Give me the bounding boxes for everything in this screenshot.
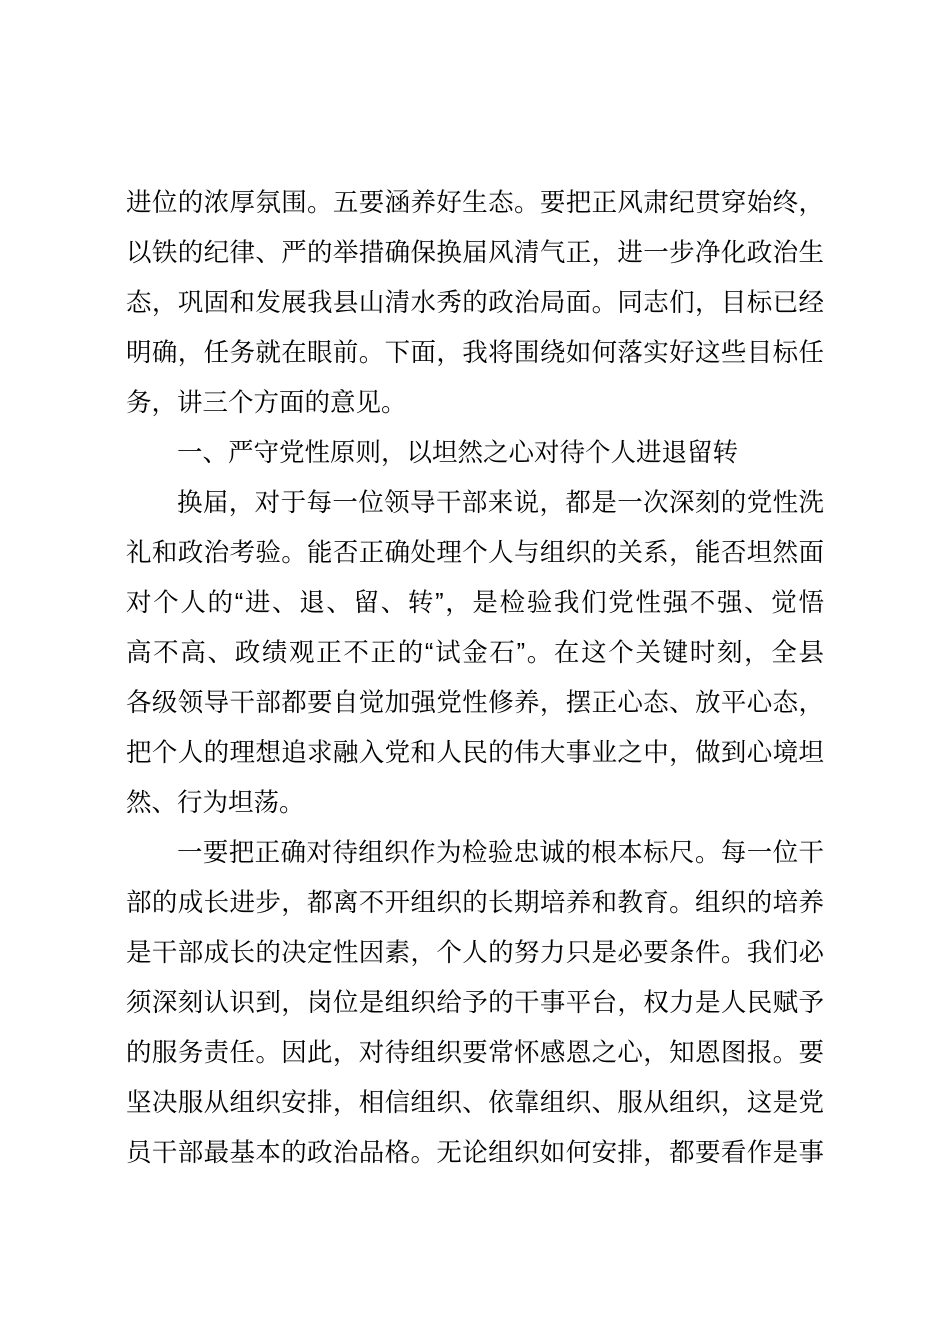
- body-text-line: 礼和政治考验。能否正确处理个人与组织的关系，能否坦然面: [126, 539, 824, 567]
- body-text-line: 高不高、政绩观正不正的“试金石”。在这个关键时刻，全县: [126, 639, 824, 667]
- body-text-line: 是干部成长的决定性因素，个人的努力只是必要条件。我们必: [126, 939, 824, 967]
- body-text-line: 各级领导干部都要自觉加强党性修养，摆正心态、放平心态，: [126, 689, 824, 717]
- body-text-line: 部的成长进步，都离不开组织的长期培养和教育。组织的培养: [126, 889, 824, 917]
- body-text-line: 员干部最基本的政治品格。无论组织如何安排，都要看作是事: [126, 1139, 824, 1167]
- body-text-line: 须深刻认识到，岗位是组织给予的干事平台，权力是人民赋予: [126, 989, 824, 1017]
- body-text-line: 坚决服从组织安排，相信组织、依靠组织、服从组织，这是党: [126, 1089, 824, 1117]
- body-text-line: 然、行为坦荡。: [126, 789, 305, 817]
- body-text-line: 进位的浓厚氛围。五要涵养好生态。要把正风肃纪贯穿始终，: [126, 189, 824, 217]
- body-text-line: 态，巩固和发展我县山清水秀的政治局面。同志们，目标已经: [126, 289, 824, 317]
- body-text-line: 把个人的理想追求融入党和人民的伟大事业之中，做到心境坦: [126, 739, 824, 767]
- body-text-line: 换届，对于每一位领导干部来说，都是一次深刻的党性洗: [177, 489, 824, 517]
- heading-line: 一、严守党性原则，以坦然之心对待个人进退留转: [177, 439, 739, 467]
- body-text-line: 对个人的“进、退、留、转”，是检验我们党性强不强、觉悟: [126, 589, 824, 617]
- body-text-line: 务，讲三个方面的意见。: [126, 389, 407, 417]
- body-text-line: 的服务责任。因此，对待组织要常怀感恩之心，知恩图报。要: [126, 1039, 824, 1067]
- body-text-line: 以铁的纪律、严的举措确保换届风清气正，进一步净化政治生: [126, 239, 824, 267]
- body-text-line: 明确，任务就在眼前。下面，我将围绕如何落实好这些目标任: [126, 339, 824, 367]
- document-text: [126, 178, 824, 1178]
- body-text-line: 一要把正确对待组织作为检验忠诚的根本标尺。每一位干: [177, 839, 824, 867]
